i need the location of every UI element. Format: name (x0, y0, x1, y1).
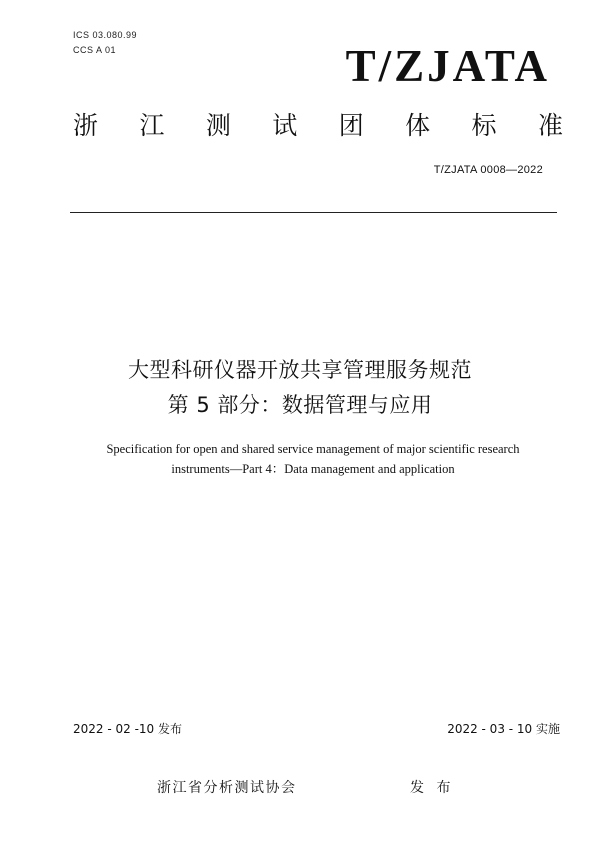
standard-type-char: 准 (537, 111, 563, 140)
issuing-organization: 浙江省分析测试协会 (157, 780, 297, 796)
standard-type-char: 体 (405, 111, 431, 140)
title-en-line-1: Specification for open and shared service management of major scientific research (106, 442, 520, 456)
standard-type-char: 江 (139, 111, 165, 140)
publish-date: 2022 - 02 -10 发布 (73, 722, 182, 736)
title-zh-line-1: 大型科研仪器开放共享管理服务规范 (128, 358, 472, 382)
title-zh-line-2: 第 5 部分：数据管理与应用 (167, 393, 433, 417)
standard-type-char: 标 (471, 111, 497, 140)
standard-type-char: 浙 (73, 111, 99, 140)
standard-type-char: 试 (272, 111, 298, 140)
standard-type-char: 团 (338, 111, 364, 140)
standard-type-heading (73, 113, 563, 138)
ics-code: ICS 03.080.99 (73, 30, 138, 40)
standard-type-char: 测 (205, 111, 231, 140)
issue-label: 发 布 (410, 780, 455, 796)
standard-logo: T/ZJATA (345, 41, 550, 91)
standard-number: T/ZJATA 0008—2022 (433, 164, 543, 176)
implement-date: 2022 - 03 - 10 实施 (447, 722, 560, 736)
header-divider (70, 212, 557, 213)
ccs-code: CCS A 01 (73, 45, 117, 55)
title-en-line-2: instruments—Part 4：Data management and application (171, 462, 455, 476)
